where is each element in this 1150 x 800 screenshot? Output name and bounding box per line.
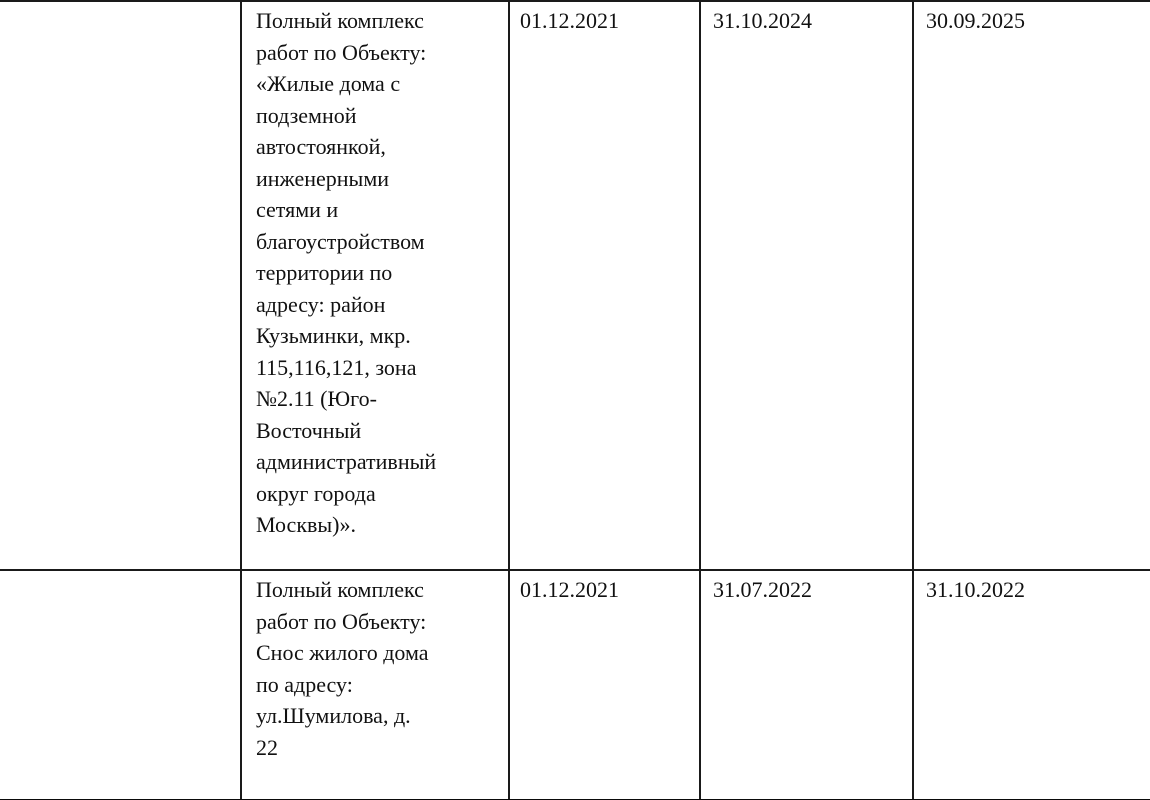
description-line: по адресу: — [256, 671, 353, 697]
start-date-cell: 01.12.2021 — [509, 1, 700, 570]
description-line: автостоянкой, — [256, 134, 386, 159]
empty-cell — [1, 1, 242, 570]
table-row — [1, 570, 1150, 800]
work-description-cell — [241, 1, 509, 570]
description-line: 22 — [256, 734, 278, 760]
empty-cell — [1, 570, 242, 800]
description-line: Москвы)». — [256, 512, 357, 537]
description-line: территории по — [256, 260, 393, 285]
description-line: Полный комплекс — [256, 8, 424, 33]
final-date-cell: 31.10.2022 — [913, 570, 1150, 800]
description-line: подземной — [256, 102, 357, 128]
description-line: Восточный — [256, 417, 362, 443]
description-line: адресу: район — [256, 291, 386, 317]
description-line: округ города — [256, 480, 376, 506]
description-line: Кузьминки, мкр. — [256, 323, 411, 348]
end-date-cell: 31.07.2022 — [700, 570, 913, 800]
end-date-cell: 31.10.2024 — [700, 1, 913, 570]
description-line: «Жилые дома с — [256, 71, 401, 96]
work-description-cell — [241, 570, 509, 800]
description-line: инженерными — [256, 165, 390, 191]
description-line: работ по Объекту: — [256, 39, 427, 65]
description-line: №2.11 (Юго- — [256, 386, 377, 411]
final-date-cell: 30.09.2025 — [913, 1, 1150, 570]
description-line: Полный комплекс — [256, 577, 424, 602]
description-line: благоустройством — [256, 228, 425, 254]
start-date-cell: 01.12.2021 — [509, 570, 700, 800]
description-line: работ по Объекту: — [256, 608, 427, 634]
description-line: административный — [256, 449, 437, 474]
description-line: Снос жилого дома — [256, 640, 429, 665]
description-line: сетями и — [256, 197, 339, 222]
table-row — [1, 1, 1150, 570]
description-line: 115,116,121, зона — [256, 354, 417, 380]
description-line: ул.Шумилова, д. — [256, 703, 411, 728]
